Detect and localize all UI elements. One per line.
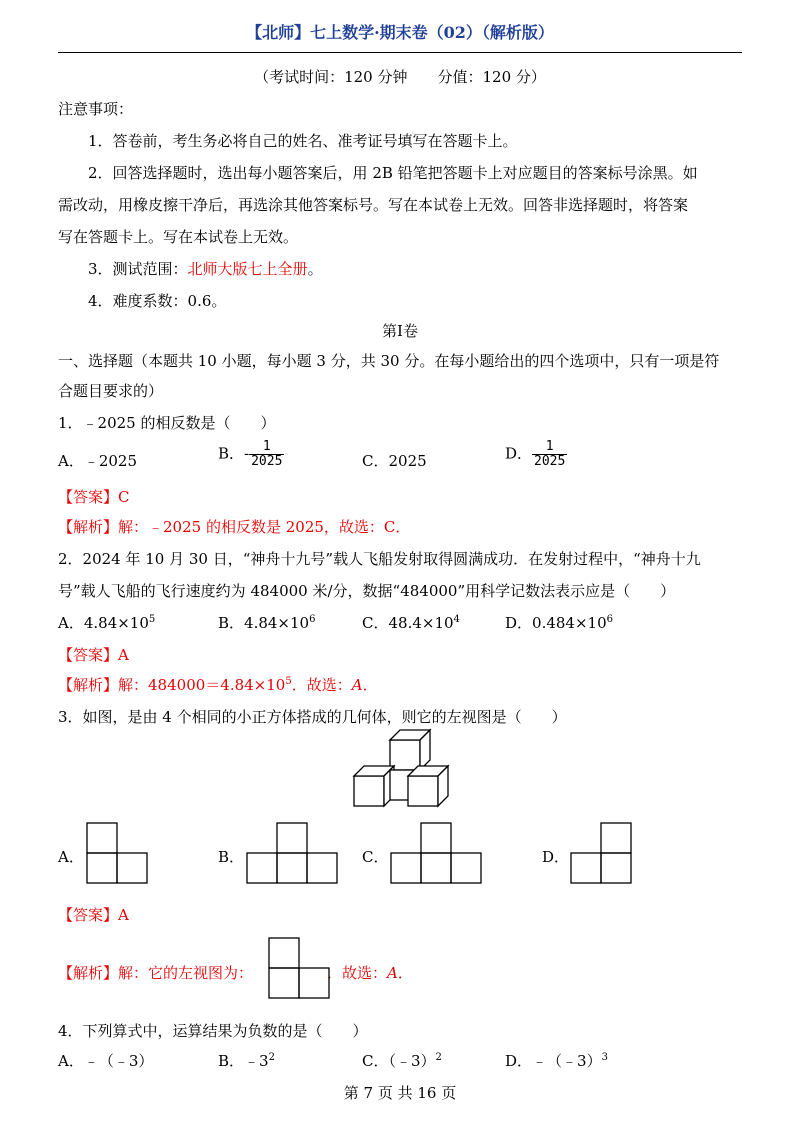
section-title-line-1: 一、选择题（本题共 10 小题，每小题 3 分，共 30 分。在每小题给出的四个选项中，只有一项是符 <box>58 352 720 370</box>
q1-option-b-label: B． <box>218 444 245 463</box>
q2-option-b-base: B．4.84×10 <box>218 614 310 632</box>
q3-option-d-view <box>570 822 634 886</box>
q3-option-a-label: A． <box>58 848 84 866</box>
q4-option-c <box>362 1050 442 1071</box>
header-rule <box>58 52 742 53</box>
q1-answer <box>58 486 130 507</box>
q2-option-a-base: A．4.84×10 <box>58 614 149 632</box>
q4-option-d-exp: 3 <box>601 1052 608 1063</box>
q1-option-d-label: D． <box>505 444 533 463</box>
q1-option-b-sign: - <box>244 444 250 463</box>
volume-title: 第Ⅰ卷 <box>382 322 418 340</box>
q2-option-c <box>362 612 460 633</box>
q4-option-b <box>218 1050 275 1071</box>
q1-analysis <box>58 516 410 537</box>
q3-analysis-post: ．故选： <box>327 964 388 982</box>
q4-option-b-exp: 2 <box>268 1052 275 1063</box>
q3-analysis-pre: 解：它的左视图为： <box>118 964 254 982</box>
q3-answer-value: A <box>118 906 129 924</box>
q1-option-d-fraction <box>532 440 567 469</box>
q3-analysis-tag: 【解析】 <box>58 964 119 982</box>
q1-stem: 1．﹣2025 的相反数是（ ） <box>58 414 276 432</box>
q1-option-d-denominator: 2025 <box>534 454 566 469</box>
q3-answer-tag: 【答案】 <box>58 906 119 924</box>
exam-info: （考试时间：120 分钟 分值：120 分） <box>254 68 546 86</box>
q4-option-c-base: C．（﹣3） <box>362 1052 436 1070</box>
q3-option-c-label: C． <box>362 848 389 866</box>
q1-analysis-tag: 【解析】 <box>58 518 119 536</box>
q3-option-a-view <box>86 822 150 886</box>
q2-analysis-end: ．故选： <box>291 676 352 694</box>
q3-option-b-label: B． <box>218 848 245 866</box>
q2-answer-tag: 【答案】 <box>58 646 119 664</box>
q2-option-d-base: D．0.484×10 <box>505 614 607 632</box>
note-2-line-1: 2．回答选择题时，选出每小题答案后，用 2B 铅笔把答题卡上对应题目的答案标号涂黑。如 <box>88 164 698 182</box>
q3-analysis-choice: A <box>387 964 398 982</box>
q3-analysis-dot: ． <box>397 964 413 982</box>
section-title-line-2: 合题目要求的） <box>58 382 164 400</box>
q1-option-b-denominator: 2025 <box>251 454 283 469</box>
note-1: 1．答卷前，考生务必将自己的姓名、准考证号填写在答题卡上。 <box>88 132 518 150</box>
q2-analysis-choice: A <box>351 676 363 694</box>
notes-heading: 注意事项： <box>58 100 134 118</box>
note-3-suffix: 。 <box>307 260 323 278</box>
note-3-prefix: 3．测试范围： <box>88 260 188 278</box>
q1-option-b-numerator: 1 <box>262 439 271 454</box>
q1-option-d-numerator: 1 <box>545 439 554 454</box>
q2-option-b <box>218 612 315 633</box>
q4-option-d <box>505 1050 608 1071</box>
q2-option-c-exp: 4 <box>453 614 460 625</box>
q1-option-d <box>505 440 567 469</box>
note-2-line-2: 需改动，用橡皮擦干净后，再选涂其他答案标号。写在本试卷上无效。回答非选择题时，将答案 <box>58 196 689 214</box>
q2-analysis <box>58 674 378 695</box>
q4-option-c-exp: 2 <box>435 1052 442 1063</box>
q3-answer <box>58 904 129 925</box>
q1-option-c: C．2025 <box>362 452 427 470</box>
page-footer: 第 7 页 共 16 页 <box>343 1084 457 1102</box>
q2-analysis-exp: 5 <box>285 676 292 687</box>
q2-option-d <box>505 612 613 633</box>
q2-option-b-exp: 6 <box>309 614 316 625</box>
note-3-scope: 北师大版七上全册 <box>187 260 308 278</box>
q2-answer <box>58 644 129 665</box>
q2-option-a-exp: 5 <box>148 614 156 625</box>
q3-analysis-left-view <box>268 937 332 1001</box>
q2-line-1: 2．2024 年 10 月 30 日，“神舟十九号”载人飞船发射取得圆满成功．在发射过程中，“神舟十九 <box>58 550 701 568</box>
q3-analysis <box>58 962 413 983</box>
q1-option-b <box>218 440 284 469</box>
q3-option-b-view <box>246 822 340 886</box>
q4-option-b-base: B．﹣3 <box>218 1052 269 1070</box>
note-2-line-3: 写在答题卡上。写在本试卷上无效。 <box>58 228 299 246</box>
q1-answer-tag: 【答案】 <box>58 488 119 506</box>
q3-option-c-view <box>390 822 484 886</box>
q3-cube-figure <box>350 728 452 810</box>
q4-stem: 4．下列算式中，运算结果为负数的是（ ） <box>58 1022 368 1040</box>
q2-line-2: 号”载人飞船的飞行速度约为 484000 米/分，数据“484000”用科学记数法表示应是（ ） <box>58 582 676 600</box>
q2-analysis-tag: 【解析】 <box>58 676 119 694</box>
q1-analysis-text: 解：﹣2025 的相反数是 2025，故选：C． <box>118 518 411 536</box>
q4-option-d-base: D．﹣（﹣3） <box>505 1052 602 1070</box>
q1-option-b-fraction <box>249 440 284 469</box>
q2-option-d-exp: 6 <box>606 614 613 625</box>
page-header-title: 【北师】七上数学·期末卷（02）（解析版） <box>246 23 554 42</box>
q2-analysis-dot: ． <box>362 676 378 694</box>
q1-answer-value: C <box>118 488 130 506</box>
note-4: 4．难度系数：0.6。 <box>88 292 227 310</box>
q1-option-a: A．﹣2025 <box>58 452 138 470</box>
q3-option-d-label: D． <box>542 848 570 866</box>
q3-stem: 3．如图，是由 4 个相同的小正方体搭成的几何体，则它的左视图是（ ） <box>58 708 567 726</box>
q2-analysis-main: 解：484000＝4.84×10 <box>118 676 286 694</box>
q2-answer-value: A <box>118 646 129 664</box>
q2-option-a <box>58 612 155 633</box>
note-3 <box>88 258 323 279</box>
q2-option-c-base: C．48.4×10 <box>362 614 454 632</box>
q4-option-a: A．﹣（﹣3） <box>58 1052 154 1070</box>
